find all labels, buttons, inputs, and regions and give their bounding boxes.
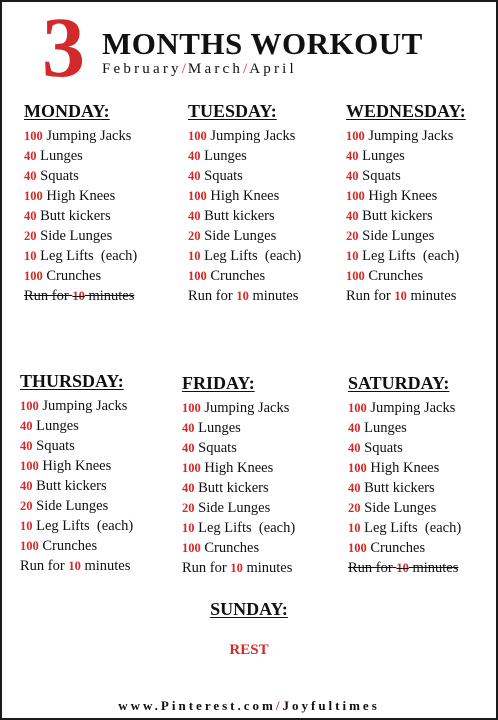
exercise-name: Jumping Jacks — [42, 398, 128, 414]
exercise-row — [346, 266, 466, 286]
exercise-count: 20 — [348, 501, 361, 515]
sunday-title: SUNDAY: — [210, 599, 288, 619]
exercise-count: 100 — [182, 401, 201, 415]
run-unit: minutes — [410, 288, 457, 304]
exercise-name: High Knees — [46, 188, 116, 204]
run-unit: minutes — [412, 560, 459, 576]
exercise-row — [182, 418, 295, 438]
exercise-name: Squats — [364, 440, 403, 456]
run-row — [20, 556, 133, 576]
exercise-count: 40 — [188, 169, 201, 183]
exercise-name: Jumping Jacks — [370, 400, 456, 416]
exercise-name: Crunches — [46, 268, 102, 284]
exercise-name: Side Lunges — [198, 500, 271, 516]
exercise-count: 100 — [24, 129, 43, 143]
exercise-count: 40 — [20, 439, 33, 453]
exercise-row — [24, 166, 137, 186]
exercise-count: 100 — [346, 129, 365, 143]
run-minutes: 10 — [230, 561, 243, 575]
exercise-row — [346, 146, 466, 166]
exercise-row — [24, 126, 137, 146]
exercise-count: 10 — [20, 519, 33, 533]
poster-title: MONTHS WORKOUT — [102, 26, 423, 61]
exercise-name: Leg Lifts (each) — [36, 518, 134, 534]
exercise-count: 40 — [20, 479, 33, 493]
exercise-name: Crunches — [204, 540, 260, 556]
exercise-name: Butt kickers — [36, 478, 107, 494]
exercise-row — [182, 498, 295, 518]
exercise-row — [182, 538, 295, 558]
exercise-count: 10 — [346, 249, 359, 263]
exercise-name: Leg Lifts (each) — [362, 248, 460, 264]
run-unit: minutes — [246, 560, 293, 576]
exercise-name: Crunches — [42, 538, 98, 554]
exercise-name: Squats — [204, 168, 243, 184]
exercise-name: Butt kickers — [364, 480, 435, 496]
exercise-count: 20 — [182, 501, 195, 515]
day-title: TUESDAY: — [188, 101, 277, 121]
exercise-name: Butt kickers — [204, 208, 275, 224]
exercise-row — [188, 186, 301, 206]
day-title: WEDNESDAY: — [346, 101, 466, 121]
exercise-row — [188, 226, 301, 246]
exercise-row — [346, 186, 466, 206]
run-minutes: 10 — [394, 289, 407, 303]
exercise-count: 40 — [346, 149, 359, 163]
exercise-name: Butt kickers — [362, 208, 433, 224]
day-block — [24, 101, 137, 306]
exercise-count: 100 — [188, 129, 207, 143]
day-block — [182, 373, 295, 578]
day-block — [346, 101, 466, 306]
exercise-count: 100 — [182, 541, 201, 555]
exercise-count: 40 — [24, 169, 37, 183]
exercise-row — [20, 516, 133, 536]
exercise-count: 40 — [348, 481, 361, 495]
exercise-count: 40 — [182, 481, 195, 495]
exercise-row — [20, 416, 133, 436]
poster-header — [2, 0, 496, 95]
exercise-row — [24, 186, 137, 206]
exercise-row — [182, 458, 295, 478]
exercise-count: 100 — [348, 461, 367, 475]
exercise-name: Jumping Jacks — [368, 128, 454, 144]
months-line — [102, 61, 297, 78]
exercise-name: Leg Lifts (each) — [364, 520, 462, 536]
exercise-name: Leg Lifts (each) — [204, 248, 302, 264]
exercise-row — [188, 146, 301, 166]
exercise-name: Butt kickers — [40, 208, 111, 224]
footer-user: Joyfultimes — [282, 698, 380, 713]
exercise-name: Jumping Jacks — [204, 400, 290, 416]
exercise-row — [348, 438, 461, 458]
exercise-name: Lunges — [362, 148, 405, 164]
exercise-row — [182, 518, 295, 538]
run-label: Run for — [348, 560, 393, 576]
footer-credit — [2, 698, 496, 714]
exercise-count: 100 — [188, 269, 207, 283]
exercise-name: Lunges — [364, 420, 407, 436]
exercise-row — [346, 166, 466, 186]
exercise-row — [188, 166, 301, 186]
exercise-count: 100 — [348, 401, 367, 415]
sunday-rest: REST — [229, 642, 269, 658]
exercise-name: High Knees — [368, 188, 438, 204]
run-label: Run for — [346, 288, 391, 304]
footer-site: www.Pinterest.com — [118, 698, 276, 713]
exercise-name: Jumping Jacks — [210, 128, 296, 144]
exercise-count: 10 — [188, 249, 201, 263]
run-unit: minutes — [88, 288, 135, 304]
exercise-count: 20 — [188, 229, 201, 243]
exercise-name: Lunges — [36, 418, 79, 434]
day-title: MONDAY: — [24, 101, 110, 121]
month-separator: / — [243, 61, 250, 77]
exercise-row — [188, 206, 301, 226]
exercise-count: 10 — [182, 521, 195, 535]
exercise-row — [348, 458, 461, 478]
exercise-row — [20, 436, 133, 456]
exercise-row — [188, 126, 301, 146]
exercise-count: 100 — [24, 189, 43, 203]
exercise-row — [24, 246, 137, 266]
day-block — [20, 371, 133, 576]
exercise-count: 100 — [20, 539, 39, 553]
exercise-row — [20, 456, 133, 476]
footer-separator: / — [275, 698, 283, 713]
run-row — [188, 286, 301, 306]
month-2: March — [187, 61, 244, 77]
run-unit: minutes — [84, 558, 131, 574]
exercise-count: 40 — [182, 441, 195, 455]
exercise-name: High Knees — [42, 458, 112, 474]
run-label: Run for — [24, 288, 69, 304]
exercise-name: Butt kickers — [198, 480, 269, 496]
run-row — [182, 558, 295, 578]
exercise-row — [348, 418, 461, 438]
month-1: February — [102, 61, 182, 77]
run-row — [348, 558, 461, 578]
exercise-count: 40 — [348, 421, 361, 435]
exercise-row — [24, 266, 137, 286]
exercise-row — [182, 478, 295, 498]
run-minutes: 10 — [236, 289, 249, 303]
exercise-name: Squats — [40, 168, 79, 184]
exercise-count: 20 — [346, 229, 359, 243]
month-3: April — [249, 61, 297, 77]
day-title: FRIDAY: — [182, 373, 255, 393]
day-title: THURSDAY: — [20, 371, 124, 391]
exercise-name: Lunges — [198, 420, 241, 436]
month-separator: / — [181, 61, 188, 77]
exercise-row — [24, 226, 137, 246]
exercise-row — [20, 496, 133, 516]
exercise-count: 100 — [348, 541, 367, 555]
exercise-row — [346, 206, 466, 226]
exercise-name: Leg Lifts (each) — [198, 520, 296, 536]
exercise-row — [348, 498, 461, 518]
exercise-row — [188, 246, 301, 266]
exercise-count: 40 — [346, 169, 359, 183]
exercise-row — [20, 396, 133, 416]
exercise-name: High Knees — [204, 460, 274, 476]
run-label: Run for — [20, 558, 65, 574]
exercise-count: 20 — [24, 229, 37, 243]
exercise-count: 40 — [20, 419, 33, 433]
exercise-row — [24, 206, 137, 226]
run-label: Run for — [188, 288, 233, 304]
exercise-count: 100 — [20, 399, 39, 413]
exercise-count: 100 — [24, 269, 43, 283]
exercise-name: Jumping Jacks — [46, 128, 132, 144]
exercise-name: Lunges — [204, 148, 247, 164]
exercise-count: 40 — [24, 209, 37, 223]
exercise-row — [348, 538, 461, 558]
exercise-row — [348, 518, 461, 538]
exercise-name: Crunches — [368, 268, 424, 284]
day-title: SATURDAY: — [348, 373, 450, 393]
exercise-name: Squats — [362, 168, 401, 184]
exercise-name: Side Lunges — [204, 228, 277, 244]
exercise-count: 100 — [20, 459, 39, 473]
exercise-name: Side Lunges — [364, 500, 437, 516]
day-block — [188, 101, 301, 306]
exercise-row — [346, 226, 466, 246]
exercise-count: 40 — [188, 209, 201, 223]
exercise-count: 40 — [188, 149, 201, 163]
exercise-name: Side Lunges — [40, 228, 113, 244]
exercise-count: 20 — [20, 499, 33, 513]
exercise-row — [346, 246, 466, 266]
exercise-row — [20, 476, 133, 496]
run-row — [346, 286, 466, 306]
run-minutes: 10 — [68, 559, 81, 573]
exercise-count: 40 — [346, 209, 359, 223]
exercise-name: Crunches — [210, 268, 266, 284]
exercise-count: 40 — [24, 149, 37, 163]
exercise-name: Side Lunges — [36, 498, 109, 514]
exercise-name: High Knees — [210, 188, 280, 204]
exercise-count: 100 — [182, 461, 201, 475]
run-unit: minutes — [252, 288, 299, 304]
exercise-count: 100 — [188, 189, 207, 203]
exercise-row — [346, 126, 466, 146]
exercise-count: 40 — [182, 421, 195, 435]
exercise-count: 100 — [346, 269, 365, 283]
exercise-row — [20, 536, 133, 556]
exercise-count: 10 — [24, 249, 37, 263]
exercise-name: Squats — [198, 440, 237, 456]
big-number: 3 — [42, 0, 85, 95]
exercise-row — [348, 478, 461, 498]
day-block — [348, 373, 461, 578]
exercise-row — [188, 266, 301, 286]
exercise-name: Squats — [36, 438, 75, 454]
exercise-count: 40 — [348, 441, 361, 455]
exercise-name: High Knees — [370, 460, 440, 476]
exercise-row — [24, 146, 137, 166]
exercise-count: 100 — [346, 189, 365, 203]
exercise-row — [182, 398, 295, 418]
exercise-name: Leg Lifts (each) — [40, 248, 138, 264]
exercise-name: Crunches — [370, 540, 426, 556]
run-row — [24, 286, 137, 306]
exercise-row — [182, 438, 295, 458]
exercise-name: Lunges — [40, 148, 83, 164]
run-minutes: 10 — [396, 561, 409, 575]
exercise-count: 10 — [348, 521, 361, 535]
run-minutes: 10 — [72, 289, 85, 303]
exercise-name: Side Lunges — [362, 228, 435, 244]
run-label: Run for — [182, 560, 227, 576]
exercise-row — [348, 398, 461, 418]
